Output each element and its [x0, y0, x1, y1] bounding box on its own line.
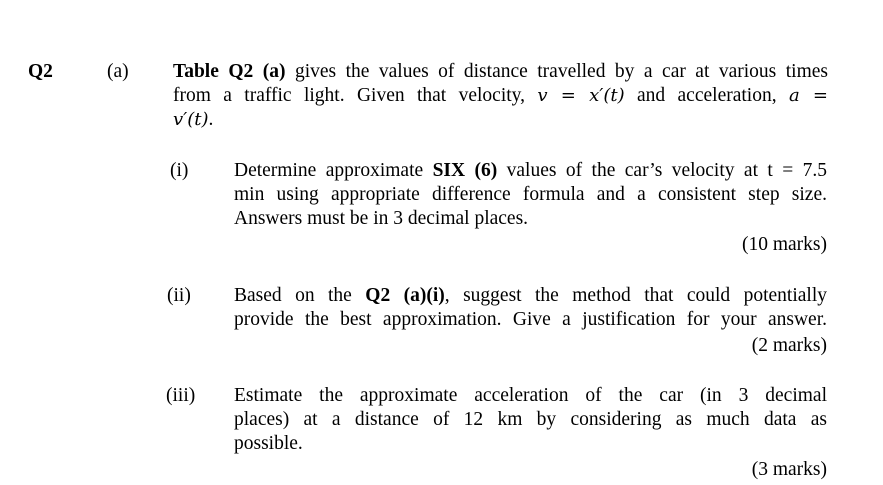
- question-number: Q2: [28, 61, 53, 82]
- subpart-iii-text: [234, 384, 827, 456]
- subpart-i-label: (i): [170, 160, 189, 181]
- subpart-iii-line-3: possible.: [234, 433, 303, 454]
- acceleration-formula-start: a =: [788, 85, 829, 106]
- subpart-ii-line-2: provide the best approximation. Give a justification for your answer.: [234, 309, 827, 330]
- question-reference: Q2 (a)(i): [365, 285, 445, 306]
- subpart-ii-line-1: Based on the Q2 (a)(i), suggest the method that could potentially: [234, 285, 828, 306]
- subpart-i-line-1: Determine approximate SIX (6) values of the car’s velocity at t = 7.5: [234, 160, 827, 181]
- intro-line-1: Table Q2 (a) gives the values of distance travelled by a car at various times: [173, 61, 828, 82]
- part-label: (a): [107, 61, 129, 82]
- subpart-ii-marks: (2 marks): [751, 335, 827, 356]
- subpart-iii-label: (iii): [166, 385, 196, 406]
- acceleration-formula-end: v′(t): [173, 109, 209, 130]
- table-reference: Table Q2 (a): [173, 61, 286, 82]
- subpart-ii-text: [234, 284, 827, 332]
- subpart-i-line-3: Answers must be in 3 decimal places.: [234, 208, 529, 229]
- subpart-i-text: [234, 159, 827, 231]
- subpart-iii-line-1: Estimate the approximate acceleration of the car (in 3 decimal: [234, 385, 827, 406]
- subpart-i-line-2: min using appropriate difference formula and a consistent step size.: [234, 184, 827, 205]
- six-emphasis: SIX (6): [432, 160, 498, 181]
- intro-line-2: from a traffic light. Given that velocity, v = x′(t) and acceleration, a =: [173, 85, 829, 106]
- subpart-iii-line-2: places) at a distance of 12 km by considering as much data as: [234, 409, 827, 430]
- intro-paragraph: [173, 60, 828, 132]
- subpart-ii-label: (ii): [167, 285, 191, 306]
- velocity-formula: v = x′(t): [537, 85, 625, 106]
- subpart-iii-marks: (3 marks): [751, 459, 827, 480]
- subpart-i-marks: (10 marks): [741, 234, 827, 255]
- intro-line-3: v′(t).: [173, 109, 214, 130]
